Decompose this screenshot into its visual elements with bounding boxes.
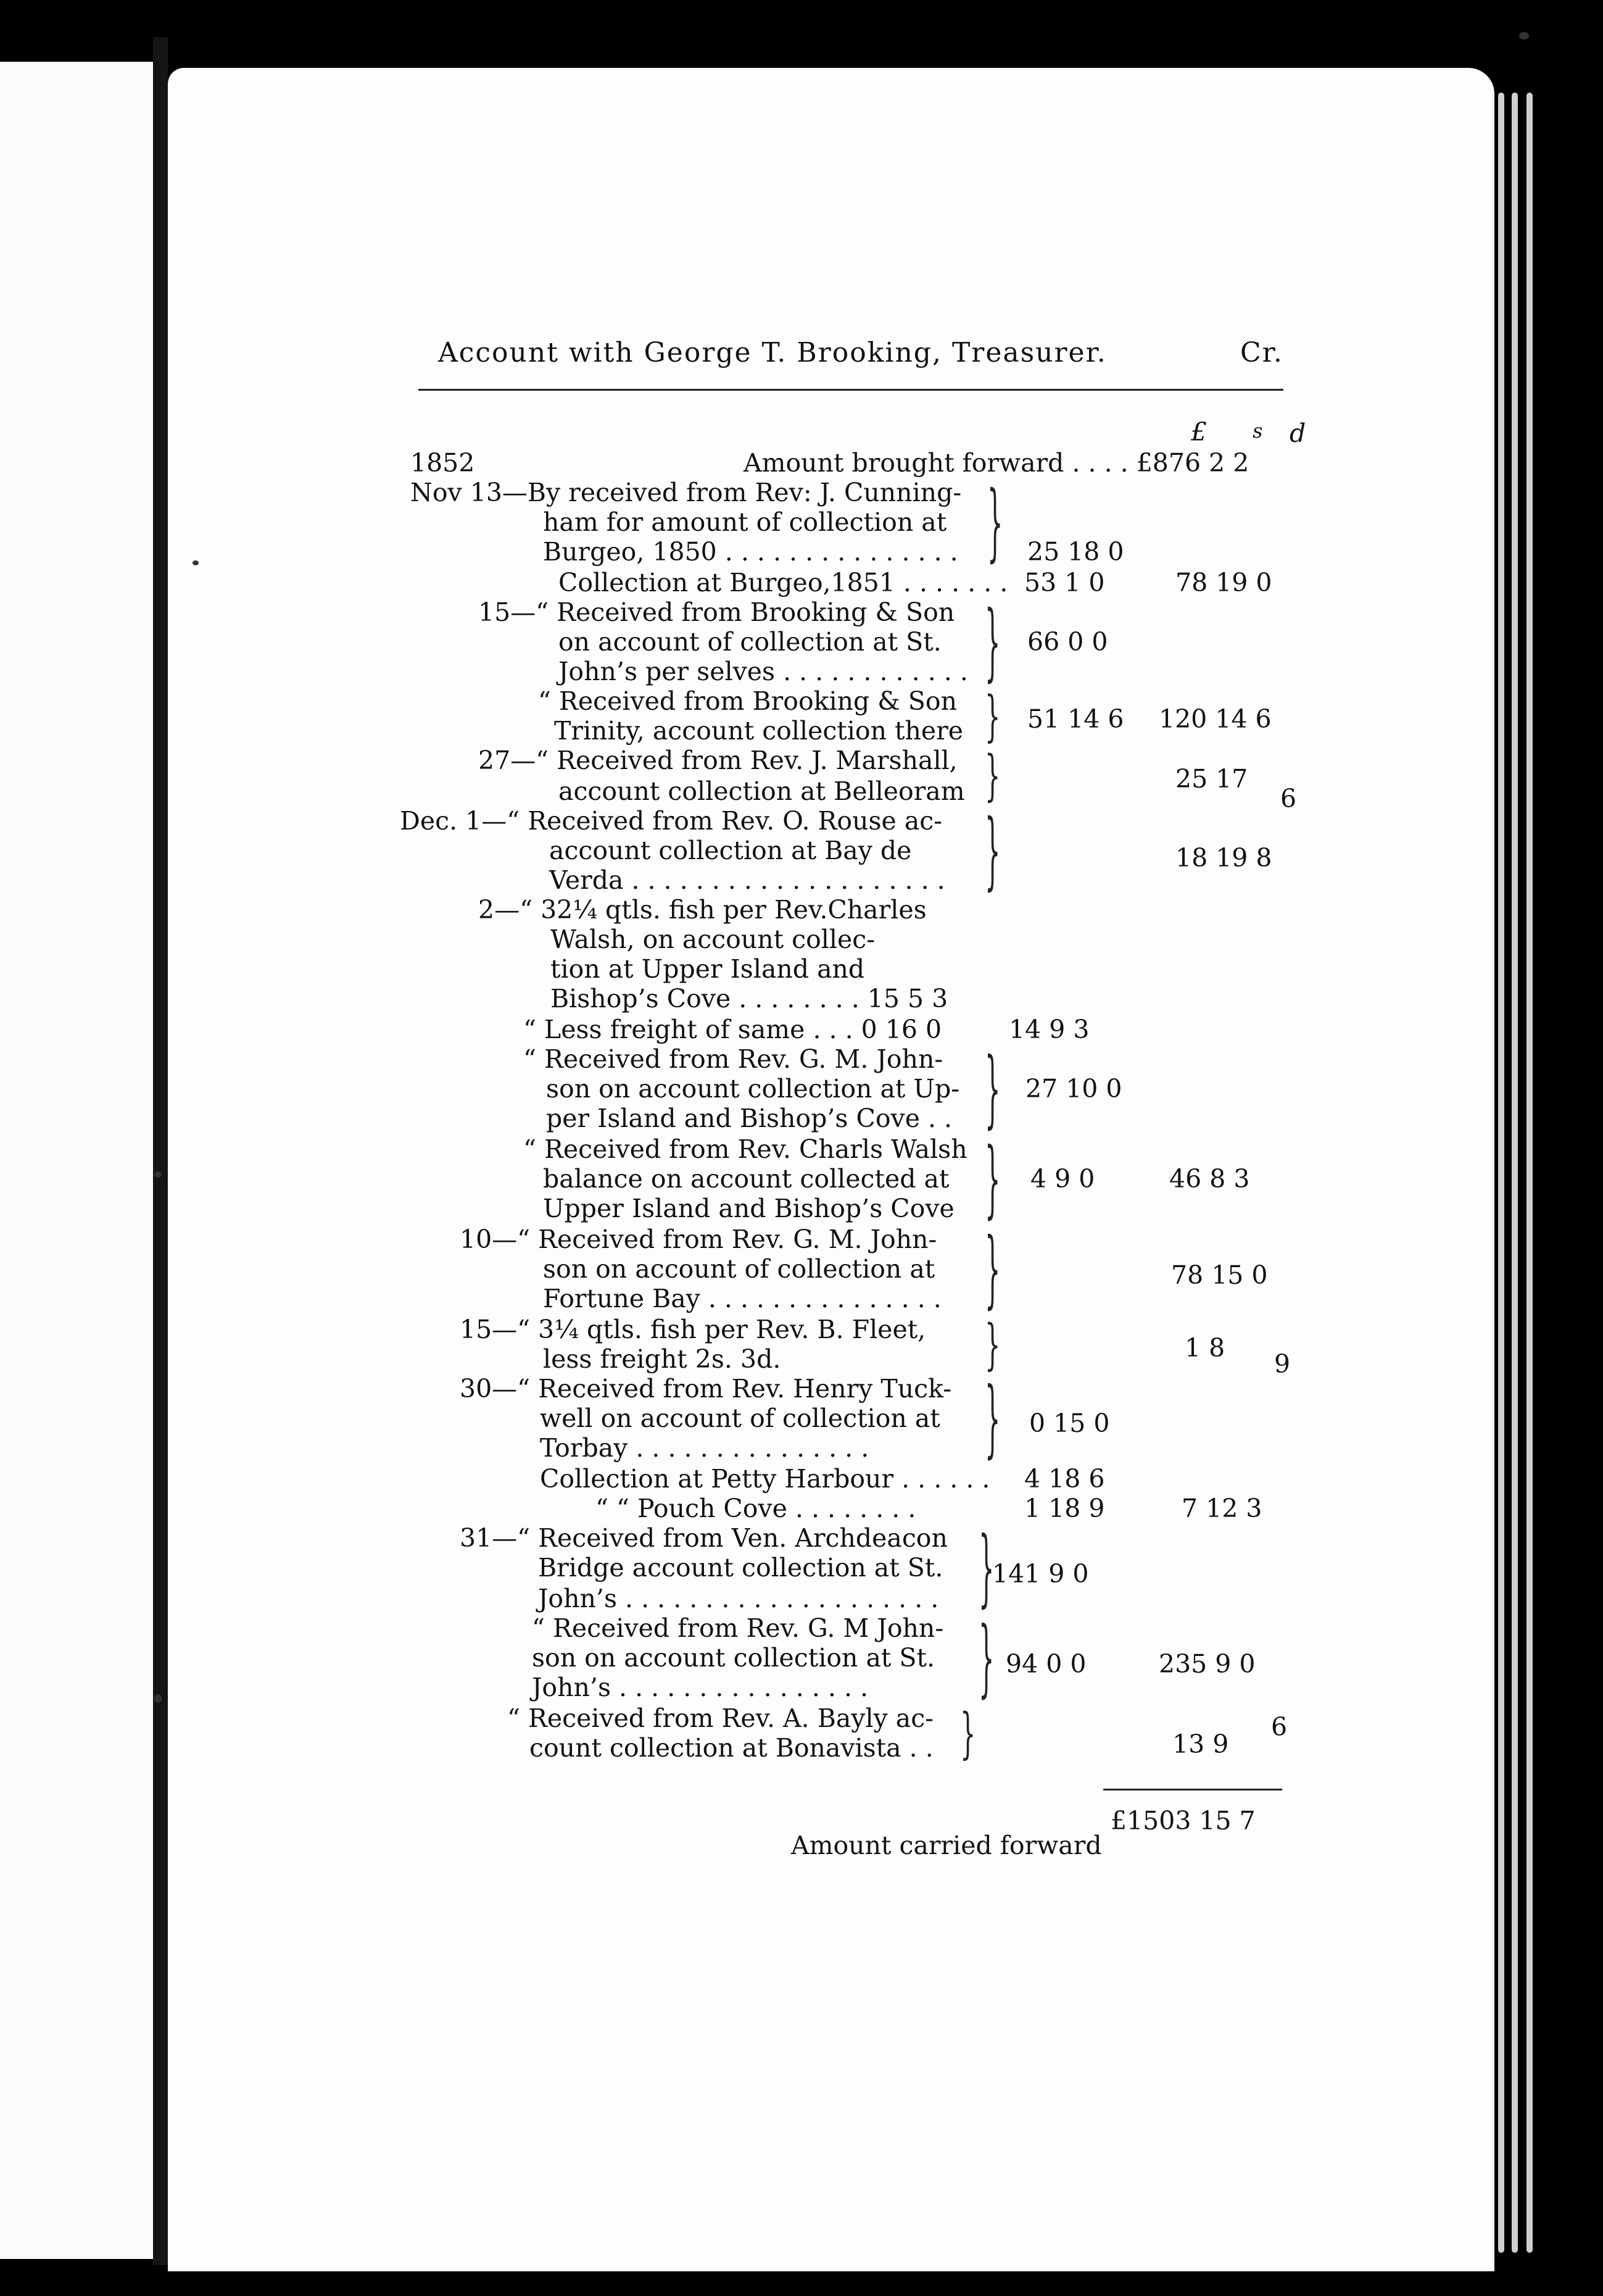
amount: 78 15 0	[1171, 1260, 1268, 1290]
brace: }	[985, 745, 1001, 808]
amount: 13 9	[1172, 1729, 1229, 1759]
entry-line: Upper Island and Bishop’s Cove	[543, 1194, 955, 1223]
year-label: 1852	[410, 448, 475, 478]
pounds-head: £	[1191, 417, 1207, 447]
entry-line: tion at Upper Island and	[550, 954, 865, 984]
amount: 78 19 0	[1175, 568, 1272, 597]
mark-speck	[1519, 32, 1529, 40]
entry-line: 2—“ 32¼ qtls. fish per Rev.Charles	[478, 895, 927, 925]
entry-line: balance on account collected at	[543, 1164, 950, 1194]
mark-speck	[154, 1171, 162, 1178]
entry-line: well on account of collection at	[540, 1404, 940, 1433]
entry-line: “ “ Pouch Cove . . . . . . . .	[595, 1494, 916, 1523]
entry-line: account collection at Belleoram	[558, 776, 965, 806]
amount: 9	[1274, 1349, 1291, 1379]
entry-line: ham for amount of collection at	[543, 507, 947, 537]
brace: }	[985, 1314, 1001, 1377]
amount: 141 9 0	[992, 1559, 1089, 1589]
amount: 1 18 9	[1024, 1494, 1105, 1523]
entry-line: 10—“ Received from Rev. G. M. John-	[460, 1225, 937, 1254]
amount: 4 18 6	[1024, 1464, 1105, 1494]
entry-line: Dec. 1—“ Received from Rev. O. Rouse ac-	[400, 806, 943, 836]
entry-line: Collection at Burgeo,1851 . . . . . . .	[558, 568, 1008, 597]
adjacent-page-edge	[0, 62, 153, 2259]
amount: 53 1 0	[1024, 568, 1105, 597]
amount: 66 0 0	[1027, 627, 1108, 657]
brace: }	[985, 1371, 1001, 1468]
entry-line: Fortune Bay . . . . . . . . . . . . . . .	[543, 1284, 942, 1313]
page-edge	[1526, 93, 1533, 2253]
entry-line: “ Received from Brooking & Son	[538, 686, 957, 716]
entry-line: 30—“ Received from Rev. Henry Tuck-	[460, 1374, 952, 1404]
entry-line: per Island and Bishop’s Cove . .	[546, 1104, 953, 1133]
entry-line: “ Received from Rev. G. M John-	[532, 1613, 944, 1643]
amount: 25 18 0	[1027, 537, 1124, 567]
entry-line: John’s . . . . . . . . . . . . . . . . . . . .	[538, 1584, 939, 1613]
mark-speck	[193, 560, 199, 565]
entry-line: “ Received from Rev. G. M. John-	[523, 1044, 943, 1074]
header-rule	[418, 389, 1283, 391]
entry-line: Bridge account collection at St.	[538, 1553, 943, 1583]
page-edge	[1512, 93, 1518, 2253]
brace: }	[979, 1610, 995, 1708]
entry-line: 31—“ Received from Ven. Archdeacon	[460, 1523, 948, 1553]
brace: }	[985, 1221, 1001, 1319]
entry-line: less freight 2s. 3d.	[543, 1344, 781, 1374]
amount: 120 14 6	[1159, 704, 1272, 734]
brace: }	[979, 1520, 995, 1618]
carried-total: £1503 15 7	[1111, 1806, 1256, 1836]
amount: 7 12 3	[1182, 1494, 1262, 1523]
brace: }	[985, 803, 1001, 901]
amount: 27 10 0	[1025, 1074, 1122, 1104]
credit-label: Cr.	[1240, 337, 1283, 368]
entry-line: son on account of collection at	[543, 1254, 935, 1284]
entry-line: Burgeo, 1850 . . . . . . . . . . . . . . .	[543, 537, 958, 567]
entry-line: “ Received from Rev. A. Bayly ac-	[507, 1703, 934, 1733]
amount: 18 19 8	[1175, 843, 1272, 873]
entry-line: on account of collection at St.	[558, 627, 942, 657]
entry-line: Nov 13—By received from Rev: J. Cunning-	[410, 478, 962, 507]
mark-speck	[154, 1694, 162, 1703]
amount: 6	[1280, 784, 1297, 813]
carried-forward-label: Amount carried forward	[791, 1831, 1102, 1860]
brace: }	[960, 1703, 976, 1766]
entry-line: John’s . . . . . . . . . . . . . . . .	[532, 1673, 869, 1702]
amount: 14 9 3	[1009, 1015, 1090, 1044]
brace: }	[985, 1131, 1001, 1229]
entry-line: Trinity, account collection there	[554, 716, 964, 746]
amount: 0 15 0	[1029, 1408, 1110, 1438]
book-spine	[153, 37, 168, 2265]
amount: 25 17	[1175, 764, 1248, 794]
entry-line: account collection at Bay de	[549, 836, 912, 865]
amount: 51 14 6	[1027, 704, 1124, 734]
entry-line: 15—“ Received from Brooking & Son	[478, 597, 955, 627]
amount: 94 0 0	[1006, 1649, 1087, 1679]
page-edge	[1498, 93, 1504, 2253]
amount: 1 8	[1185, 1333, 1225, 1363]
pence-head: d	[1290, 418, 1306, 448]
brace: }	[985, 1041, 1001, 1139]
brace: }	[985, 594, 1001, 692]
entry-line: Verda . . . . . . . . . . . . . . . . . . . .	[549, 865, 945, 895]
entry-line: Torbay . . . . . . . . . . . . . . .	[540, 1433, 869, 1463]
shillings-head: s	[1253, 419, 1263, 443]
entry-line: 27—“ Received from Rev. J. Marshall,	[478, 746, 958, 775]
brace: }	[987, 475, 1003, 572]
entry-line: 15—“ 3¼ qtls. fish per Rev. B. Fleet,	[460, 1315, 926, 1344]
entry-line: Collection at Petty Harbour . . . . . .	[540, 1464, 990, 1494]
amount: 4 9 0	[1030, 1164, 1095, 1194]
page-title: Account with George T. Brooking, Treasurer.	[438, 337, 1107, 368]
entry-line: son on account collection at Up-	[546, 1074, 960, 1104]
entry-line: Walsh, on account collec-	[550, 925, 876, 954]
total-rule	[1103, 1789, 1282, 1791]
amount: 6	[1271, 1712, 1288, 1742]
amount: 235 9 0	[1159, 1649, 1256, 1679]
entry-line: Bishop’s Cove . . . . . . . . 15 5 3	[550, 984, 948, 1013]
entry-line: “ Received from Rev. Charls Walsh	[523, 1134, 967, 1164]
entry-line: John’s per selves . . . . . . . . . . . .	[558, 657, 968, 686]
brace: }	[985, 686, 1001, 749]
amount: 46 8 3	[1169, 1164, 1250, 1194]
entry-line: son on account collection at St.	[532, 1643, 935, 1673]
brought-forward: Amount brought forward . . . . £876 2 2	[744, 448, 1249, 478]
entry-line: “ Less freight of same . . . 0 16 0	[523, 1015, 942, 1044]
entry-line: count collection at Bonavista . .	[529, 1733, 934, 1763]
